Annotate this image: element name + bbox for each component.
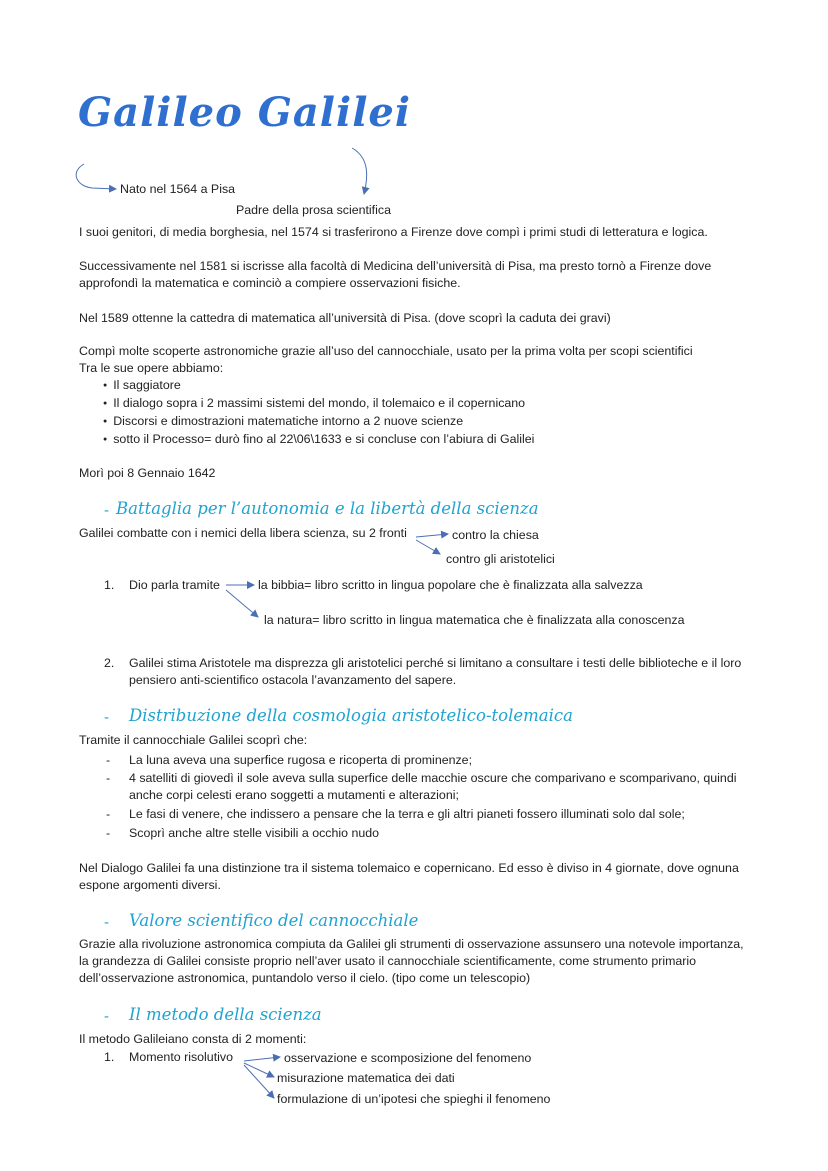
nature-text: la natura= libro scritto in lingua matematica che è finalizzata alla conoscenza	[264, 613, 685, 627]
born-arrow	[76, 164, 116, 189]
discovery-item: La luna aveva una superfice rugosa e ricoperta di prominenze;	[129, 753, 473, 767]
section4-intro: Il metodo Galileiano consta di 2 momenti:	[79, 1032, 307, 1046]
front-aristotelians: contro gli aristotelici	[446, 552, 555, 566]
method-branch: osservazione e scomposizione del fenomeno	[284, 1051, 532, 1065]
father-arrow	[352, 148, 367, 194]
discovery-item: Scoprì anche altre stelle visibili a occhio nudo	[129, 826, 380, 840]
works-list-item: ● Discorsi e dimostrazioni matematiche intorno a 2 nuove scienze	[103, 413, 463, 432]
method-branch: formulazione di un’ipotesi che spieghi il fenomeno	[277, 1092, 551, 1106]
section-heading-method: Il metodo della scienza	[129, 1005, 322, 1024]
front1-arrow	[416, 534, 448, 537]
section-dash: -	[104, 502, 109, 519]
method-arrow-2	[244, 1063, 274, 1077]
front-church: contro la chiesa	[452, 528, 539, 542]
page-title: Galileo Galilei	[78, 89, 412, 136]
paragraph-death: Morì poi 8 Gennaio 1642	[79, 466, 216, 480]
paragraph-dialogo: Nel Dialogo Galilei fa una distinzione tra il sistema tolemaico e copernicano. Ed esso è diviso in 4 giornate, dove ognuna espone argomenti diversi.	[79, 861, 739, 892]
section-heading-cosmology: Distribuzione della cosmologia aristotelico-tolemaica	[129, 706, 573, 725]
works-list-item: ● sotto il Processo= durò fino al 22\06\1633 e si concluse con l’abiura di Galilei	[103, 431, 534, 450]
list-dash: -	[106, 771, 111, 785]
section-dash: -	[104, 914, 109, 931]
list-dash: -	[106, 753, 111, 767]
paragraph-medicine: Successivamente nel 1581 si iscrisse alla facoltà di Medicina dell’università di Pisa, ma presto tornò a Firenze dove approfondì la matematica e cominciò a compiere osservazioni fisiche.	[79, 259, 712, 290]
method-arrow-1	[244, 1057, 280, 1061]
works-list-item: ● Il saggiatore	[103, 377, 181, 396]
god-speaks-text: Dio parla tramite	[129, 578, 220, 592]
resolutive-moment-text: Momento risolutivo	[129, 1050, 233, 1064]
section2-intro: Tramite il cannocchiale Galilei scoprì che:	[79, 733, 308, 747]
list-dash: -	[106, 826, 111, 840]
paragraph-telescope: Grazie alla rivoluzione astronomica compiuta da Galilei gli strumenti di osservazione assunsero una notevole importanza, la grandezza di Galilei consiste proprio nell’aver usato il cannocchiale scientificamente, come strumento primario dell’osservazione astronomica, puntandolo verso il cielo. (tipo come un telescopio)	[79, 937, 744, 985]
method-branch: misurazione matematica dei dati	[277, 1071, 455, 1085]
discovery-item: Le fasi di venere, che indissero a pensare che la terra e gli altri pianeti fossero illuminati solo dal sole;	[129, 807, 685, 821]
list-number: 1.	[104, 1050, 115, 1064]
list-number: 2.	[104, 656, 115, 670]
section-heading-autonomy: Battaglia per l’autonomia e la libertà della scienza	[116, 499, 539, 518]
bible-text: la bibbia= libro scritto in lingua popolare che è finalizzata alla salvezza	[258, 578, 643, 592]
aristotle-text: Galilei stima Aristotele ma disprezza gli aristotelici perché si limitano a consultare i testi delle biblioteche e il loro pensiero anti-scientifico ostacola l’avanzamento del sapere.	[129, 656, 742, 687]
list-number: 1.	[104, 578, 115, 592]
paragraph-parents: I suoi genitori, di media borghesia, nel 1574 si trasferirono a Firenze dove compì i primi studi di letteratura e logica.	[79, 225, 708, 239]
front2-arrow	[416, 540, 440, 554]
works-list-item: ● Il dialogo sopra i 2 massimi sistemi del mondo, il tolemaico e il copernicano	[103, 395, 525, 414]
paragraph-chair: Nel 1589 ottenne la cattedra di matematica all’università di Pisa. (dove scoprì la caduta dei gravi)	[79, 311, 611, 325]
father-prose-text: Padre della prosa scientifica	[236, 203, 391, 217]
paragraph-discoveries: Compì molte scoperte astronomiche grazie all’uso del cannocchiale, usato per la prima volta per scopi scientifici	[79, 344, 693, 358]
section-dash: -	[104, 709, 109, 726]
nature-arrow	[226, 590, 258, 617]
paragraph-works-intro: Tra le sue opere abbiamo:	[79, 361, 224, 375]
method-arrow-3	[244, 1065, 274, 1098]
born-text: Nato nel 1564 a Pisa	[120, 182, 236, 196]
section-dash: -	[104, 1008, 109, 1025]
section-heading-telescope: Valore scientifico del cannocchiale	[129, 911, 419, 930]
discovery-item: 4 satelliti di giovedì il sole aveva sulla superfice delle macchie oscure che comparivano e scomparivano, quindi anche corpi celesti erano soggetti a mutamenti e alterazioni;	[129, 771, 737, 802]
list-dash: -	[106, 807, 111, 821]
section1-intro: Galilei combatte con i nemici della libera scienza, su 2 fronti	[79, 526, 407, 540]
